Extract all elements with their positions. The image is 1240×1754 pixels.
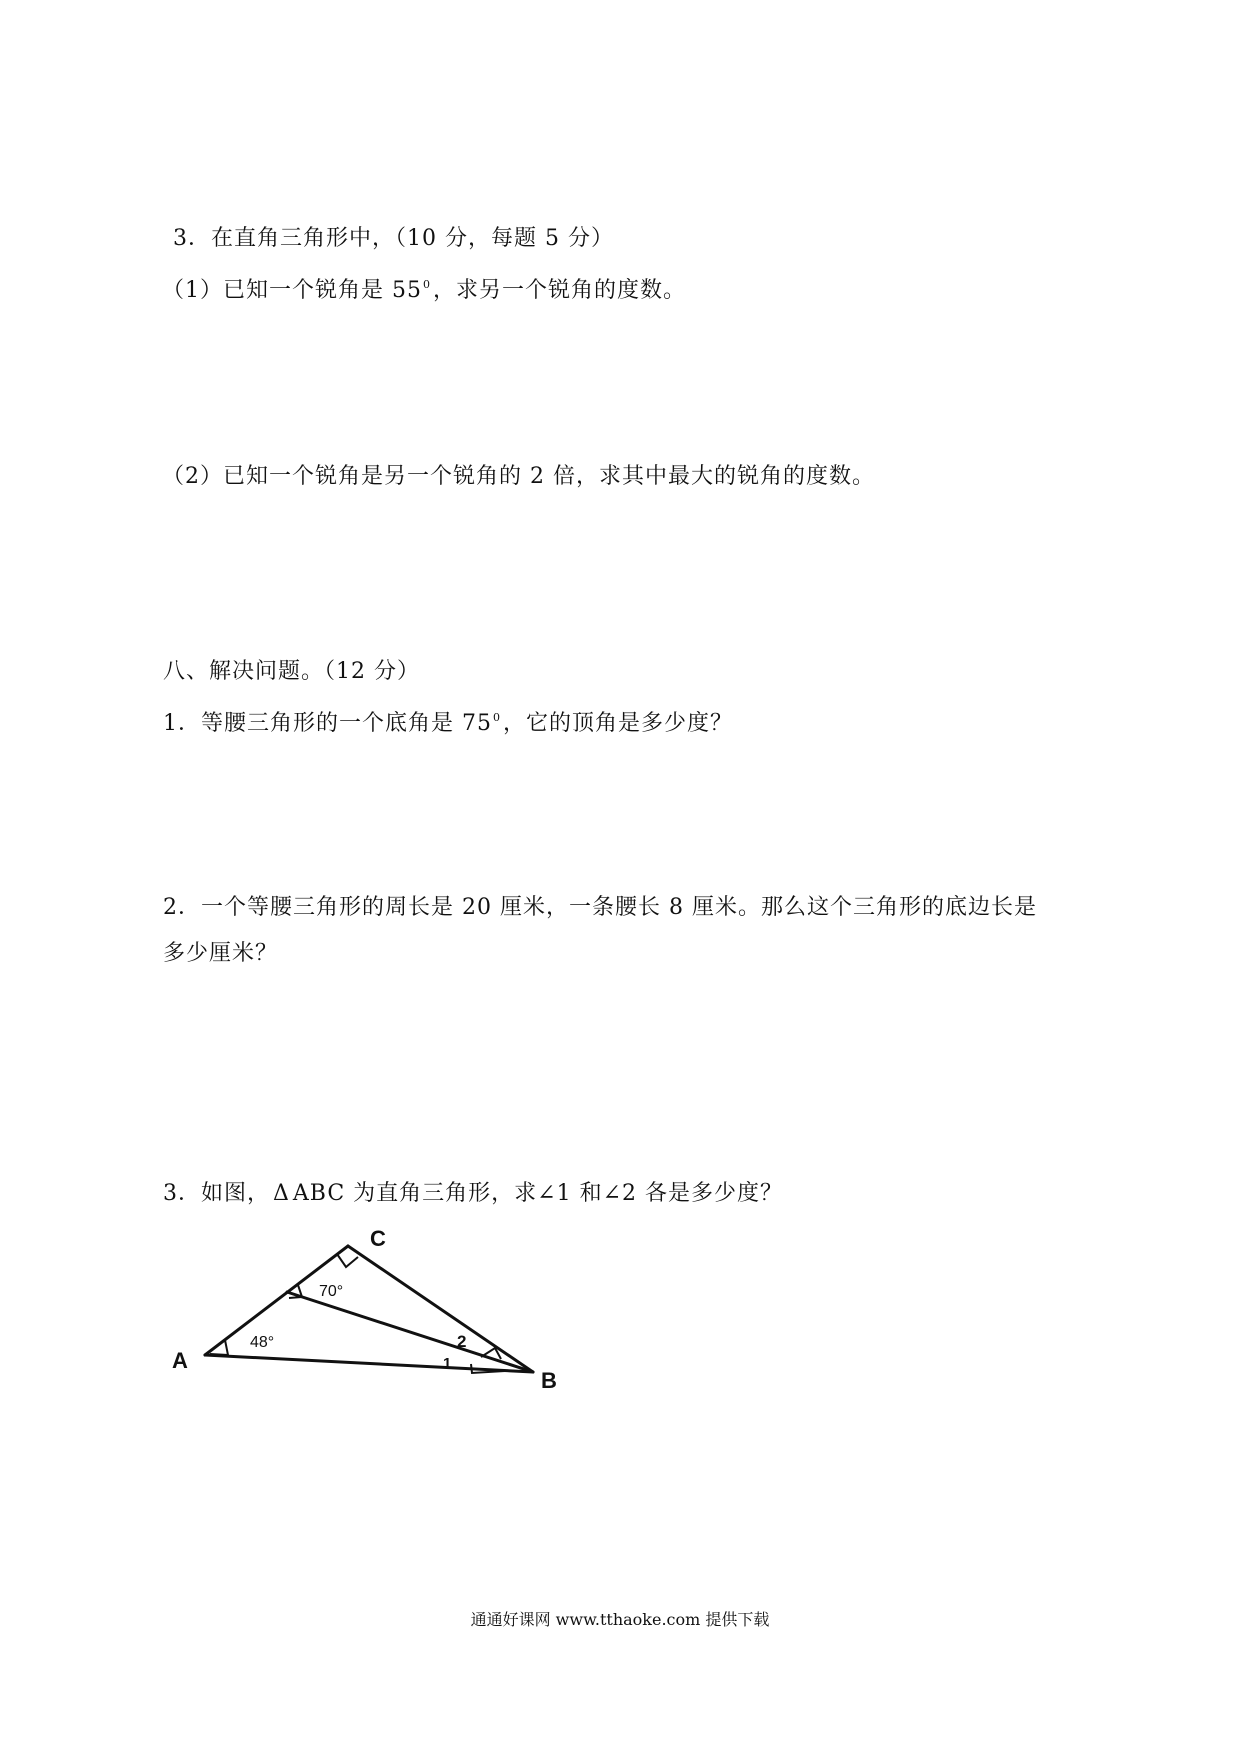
side-ac — [205, 1246, 348, 1355]
q7-3-sub1: （1）已知一个锐角是 $55^0$，求另一个锐角的度数。 — [162, 278, 687, 303]
q8-2-line2: 多少厘米？ — [163, 941, 279, 966]
triangle-symbol: Δ — [273, 1181, 290, 1206]
q8-3: 3．如图， Δ ABC 为直角三角形，求∠1 和∠2 各是多少度？ — [163, 1181, 784, 1206]
section8-heading: 八、解决问题。（12 分） — [163, 659, 420, 684]
angle-label-1: 1 — [443, 1355, 452, 1372]
angle-label-48: 48° — [250, 1334, 275, 1351]
label-a: A — [172, 1348, 188, 1373]
q7-3-sub2: （2）已知一个锐角是另一个锐角的 2 倍，求其中最大的锐角的度数。 — [162, 464, 875, 489]
side-cb — [348, 1246, 533, 1372]
label-b: B — [541, 1368, 557, 1393]
triangle-figure — [165, 1228, 575, 1398]
angle-label-2: 2 — [457, 1332, 467, 1351]
q8-1: 1．等腰三角形的一个底角是 $75^0$，它的顶角是多少度？ — [163, 711, 734, 736]
q7-3-title: 3．在直角三角形中，（10 分，每题 5 分） — [173, 226, 614, 251]
q8-2-line1: 2．一个等腰三角形的周长是 20 厘米，一条腰长 8 厘米。那么这个三角形的底边长是 — [163, 895, 1037, 920]
angle-label-70: 70° — [319, 1283, 344, 1300]
right-angle-mark-c — [337, 1254, 358, 1267]
label-c: C — [370, 1228, 386, 1251]
page-footer: 通通好课网 www.tthaoke.com 提供下载 — [470, 1610, 770, 1629]
